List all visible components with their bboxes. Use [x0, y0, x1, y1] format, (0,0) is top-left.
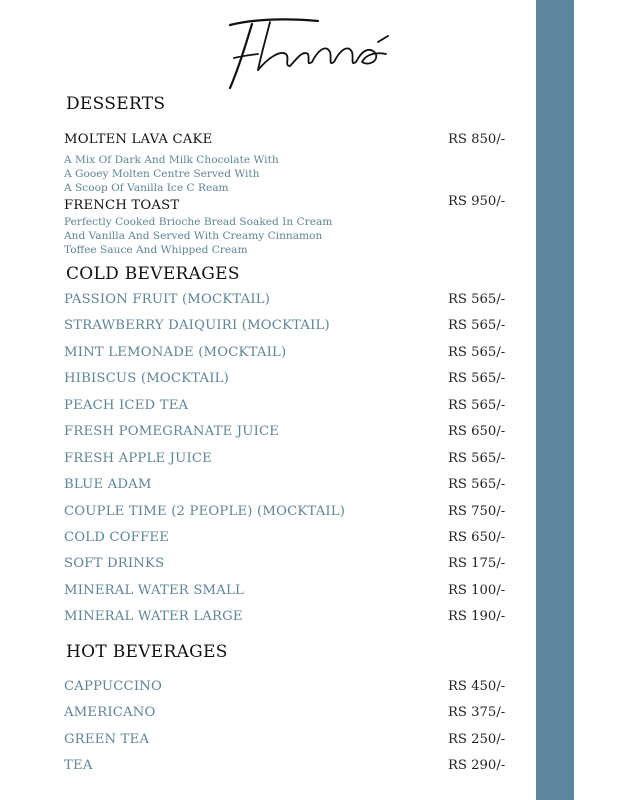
menu-item-description — [64, 153, 279, 195]
menu-item-price: RS 565/- — [448, 371, 506, 386]
menu-item-name: COLD COFFEE — [64, 530, 170, 545]
menu-item-price: RS 290/- — [448, 758, 506, 773]
menu-item-price: RS 100/- — [448, 583, 506, 598]
menu-item-price: RS 850/- — [448, 132, 506, 147]
menu-item-price: RS 650/- — [448, 424, 506, 439]
menu-item-price: RS 450/- — [448, 679, 506, 694]
section-title-cold-beverages: COLD BEVERAGES — [66, 264, 240, 284]
menu-item-price: RS 565/- — [448, 451, 506, 466]
description-line: A Gooey Molten Centre Served With — [64, 168, 260, 180]
menu-item-name: MINERAL WATER LARGE — [64, 609, 243, 624]
menu-item-name: MINT LEMONADE (MOCKTAIL) — [64, 345, 287, 360]
menu-item-name: CAPPUCCINO — [64, 679, 162, 694]
menu-item-name: FRESH POMEGRANATE JUICE — [64, 424, 280, 439]
menu-item-price: RS 565/- — [448, 292, 506, 307]
menu-item-name: GREEN TEA — [64, 732, 150, 747]
menu-item-name: MOLTEN LAVA CAKE — [64, 132, 213, 147]
menu-item-price: RS 565/- — [448, 318, 506, 333]
brand-logo — [200, 10, 410, 92]
section-title-hot-beverages: HOT BEVERAGES — [66, 642, 228, 662]
menu-item-name: PASSION FRUIT (MOCKTAIL) — [64, 292, 271, 307]
menu-item-name: MINERAL WATER SMALL — [64, 583, 244, 598]
description-line: And Vanilla And Served With Creamy Cinnamon — [64, 230, 323, 242]
menu-item-price: RS 565/- — [448, 398, 506, 413]
menu-item-name: SOFT DRINKS — [64, 556, 165, 571]
menu-item-price: RS 750/- — [448, 504, 506, 519]
menu-item-price: RS 175/- — [448, 556, 506, 571]
menu-item-price: RS 565/- — [448, 477, 506, 492]
menu-item-name: TEA — [64, 758, 93, 773]
menu-item-price: RS 565/- — [448, 345, 506, 360]
menu-item-name: FRENCH TOAST — [64, 198, 180, 213]
menu-item-name: STRAWBERRY DAIQUIRI (MOCKTAIL) — [64, 318, 330, 333]
menu-item-price: RS 650/- — [448, 530, 506, 545]
menu-item-name: COUPLE TIME (2 PEOPLE) (MOCKTAIL) — [64, 504, 346, 519]
description-line: A Mix Of Dark And Milk Chocolate With — [64, 154, 279, 166]
menu-item-price: RS 190/- — [448, 609, 506, 624]
accent-sidebar-stripe — [536, 0, 574, 800]
menu-item-price: RS 950/- — [448, 194, 506, 209]
menu-item-name: HIBISCUS (MOCKTAIL) — [64, 371, 229, 386]
description-line: A Scoop Of Vanilla Ice C Ream — [64, 182, 229, 194]
description-line: Perfectly Cooked Brioche Bread Soaked In Cream — [64, 216, 333, 228]
description-line: Toffee Sauce And Whipped Cream — [64, 244, 248, 256]
menu-item-name: AMERICANO — [64, 705, 156, 720]
menu-item-name: BLUE ADAM — [64, 477, 152, 492]
menu-item-price: RS 375/- — [448, 705, 506, 720]
section-title-desserts: DESSERTS — [66, 94, 166, 114]
menu-item-description — [64, 215, 332, 257]
menu-item-name: FRESH APPLE JUICE — [64, 451, 213, 466]
menu-item-name: PEACH ICED TEA — [64, 398, 189, 413]
menu-item-price: RS 250/- — [448, 732, 506, 747]
